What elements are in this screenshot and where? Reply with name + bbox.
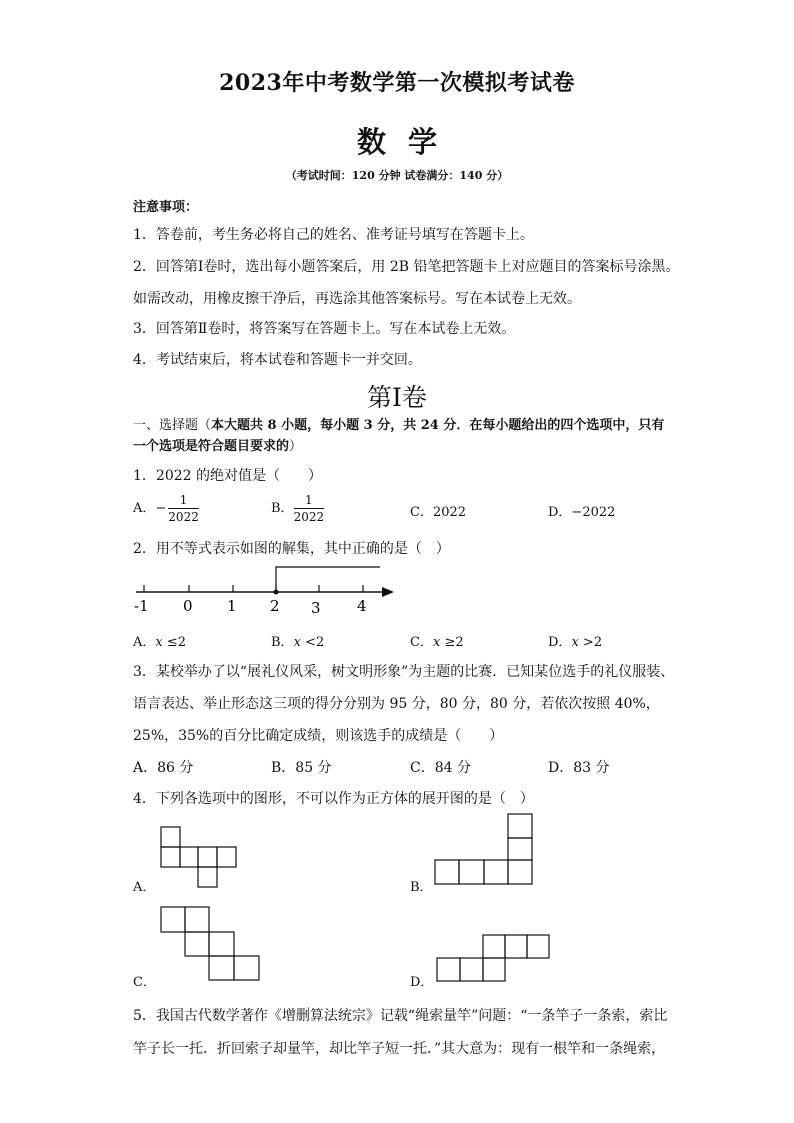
q4-option-d: D． xyxy=(410,975,434,990)
boundary-point xyxy=(274,590,279,595)
q4-net-a xyxy=(160,826,240,890)
subject-heading: 数学 xyxy=(356,125,459,159)
notice-line-3: 如需改动，用橡皮擦干净后，再选涂其他答案标号。写在本试卷上无效。 xyxy=(133,291,581,307)
q4-net-c xyxy=(160,906,262,982)
number-line-arrow xyxy=(382,587,394,597)
label-0: 0 xyxy=(183,597,193,615)
label-1: 1 xyxy=(227,597,237,615)
label-2: 2 xyxy=(270,597,280,615)
q4-option-a: A． xyxy=(133,880,156,895)
q3-stem-line-1: 3．某校举办了以“展礼仪风采，树文明形象”为主题的比赛．已知某位选手的礼仪服装、 xyxy=(133,664,675,680)
q3-option-a: A．86 分 xyxy=(133,760,194,776)
q4-option-c: C． xyxy=(133,975,156,990)
q1-option-c: C．2022 xyxy=(410,505,467,520)
notice-line-4: 3．回答第Ⅱ卷时，将答案写在答题卡上。写在本试卷上无效。 xyxy=(133,321,516,337)
q1-b-fraction: $\frac{1}{2022}$ xyxy=(293,493,325,524)
q2-option-c: C．x ≥2 xyxy=(410,635,464,650)
notice-line-2: 2．回答第Ⅰ卷时，选出每小题答案后，用 2B 铅笔把答题卡上对应题目的答案标号涂黑。 xyxy=(133,259,680,275)
q2-option-b: B．x <2 xyxy=(271,635,325,650)
q3-option-b: B．85 分 xyxy=(271,760,332,776)
q3-option-d: D．83 分 xyxy=(548,760,610,776)
q3-stem-line-2: 语言表达、举止形态这三项的得分分别为 95 分，80 分，80 分，若依次按照 40%， xyxy=(133,696,660,712)
q1-option-d: D．−2022 xyxy=(548,505,616,520)
notice-line-1: 1．答卷前，考生务必将自己的姓名、准考证号填写在答题卡上。 xyxy=(133,227,534,243)
label-neg1: -1 xyxy=(134,597,149,615)
q2-option-a: A．x ≤2 xyxy=(133,635,187,650)
q4-net-d xyxy=(436,934,552,984)
exam-title: 2023年中考数学第一次模拟考试卷 xyxy=(219,70,575,96)
notice-heading: 注意事项： xyxy=(133,200,199,215)
exam-info: （考试时间：120 分钟 试卷满分：140 分） xyxy=(285,169,509,182)
part1-title: 第Ⅰ卷 xyxy=(367,383,427,412)
q1-stem: 1．2022 的绝对值是（ ） xyxy=(133,468,322,484)
q1-option-b: B． $\frac{1}{2022}$ xyxy=(271,493,325,524)
label-3: 3 xyxy=(311,599,321,617)
q4-stem: 4．下列各选项中的图形，不可以作为正方体的展开图的是（ ） xyxy=(133,791,534,807)
q3-option-c: C．84 分 xyxy=(410,760,471,776)
notice-line-5: 4．考试结束后，将本试卷和答题卡一并交回。 xyxy=(133,352,422,368)
q4-net-b xyxy=(434,813,534,887)
section-intro-rules: 本大题共 8 小题，每小题 3 分，共 24 分．在每小题给出的四个选项中，只有一个选项是符合题目要求的 xyxy=(133,418,665,454)
q1-option-a: A．− $\frac{1}{2022}$ xyxy=(133,493,199,524)
q2-option-d: D．x >2 xyxy=(548,635,603,650)
solution-ray xyxy=(276,567,380,592)
section-intro: 一、选择题（本大题共 8 小题，每小题 3 分，共 24 分．在每小题给出的四个选项中，只有一个选项是符合题目要求的） xyxy=(133,418,665,454)
q5-stem-line-1: 5．我国古代数学著作《增删算法统宗》记载“绳索量竿”问题：“一条竿子一条索，索比 xyxy=(133,1008,668,1024)
q1-a-fraction: $\frac{1}{2022}$ xyxy=(168,493,199,524)
q4-option-b: B． xyxy=(410,880,433,895)
label-4: 4 xyxy=(357,597,367,615)
q5-stem-line-2: 竿子长一托．折回索子却量竿，却比竿子短一托．”其大意为：现有一根竿和一条绳索， xyxy=(133,1041,666,1057)
q2-stem: 2．用不等式表示如图的解集，其中正确的是（ ） xyxy=(133,541,450,557)
q3-stem-line-3: 25%，35%的百分比确定成绩，则该选手的成绩是（ ） xyxy=(133,728,504,744)
number-line-figure xyxy=(130,560,400,620)
